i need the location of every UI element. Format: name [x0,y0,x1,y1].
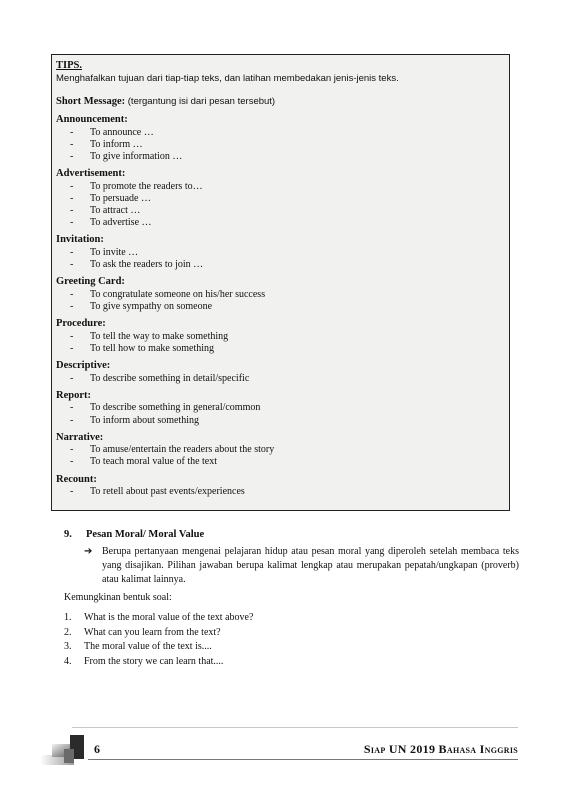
category-item [56,139,503,151]
category-item-text: To invite … [90,246,139,258]
category-item-text: To give sympathy on someone [90,301,213,313]
category-item [56,217,503,229]
category-item-text: To congratulate someone on his/her success [90,288,266,300]
bullet-dash: - [70,444,74,456]
category-item-text: To ask the readers to join … [90,259,204,271]
question-number: 1. [64,612,72,623]
category-item [56,289,503,301]
short-message-note: (tergantung isi dari pesan tersebut) [125,96,276,107]
bullet-dash: - [70,414,74,426]
category-title: Announcement: [56,114,128,125]
category-item-text: To announce … [90,126,154,138]
bullet-dash: - [70,456,74,468]
category-title: Descriptive: [56,360,111,372]
category-item-text: To describe something in detail/specific [90,372,250,384]
section-description: Berupa pertanyaan mengenai pelajaran hidup atau pesan moral yang diperoleh setelah membaca teks yang disajikan. Pilihan jawaban berupa kalimat lengkap atau merupakan pepatah/ungkapan (proverb) atau kalimat lainnya. [102,546,519,586]
category-title: Procedure: [56,318,106,330]
category-list [56,114,503,498]
category-item-text: To tell the way to make something [90,330,229,342]
category-item-text: To give information … [90,150,183,162]
category-item [56,486,503,498]
question-text: The moral value of the text is.... [84,641,212,653]
bullet-dash: - [70,138,74,150]
category-item-text: To amuse/entertain the readers about the story [90,444,275,456]
question-item [64,655,253,670]
category-item [56,181,503,193]
tips-box [51,54,510,511]
bullet-dash: - [70,259,74,271]
section-description-row [84,545,534,588]
bullet-dash: - [70,150,74,162]
question-text: What can you learn from the text? [84,626,221,638]
category-item [56,205,503,217]
category-item [56,247,503,259]
category-item-text: To retell about past events/experiences [90,486,245,498]
category-item-text: To promote the readers to… [90,180,203,192]
short-message [56,95,503,108]
tips-intro: Menghafalkan tujuan dari tiap-tiap teks, dan latihan membedakan jenis-jenis teks. [56,73,399,84]
question-number: 3. [64,641,72,653]
category-block [56,234,503,271]
category-block [56,276,503,313]
bullet-dash: - [70,330,74,342]
category-item [56,259,503,271]
question-item [64,611,253,626]
category-item [56,456,503,468]
bullet-dash: - [70,205,74,217]
category-item [56,331,503,343]
question-number: 2. [64,626,72,638]
category-title: Greeting Card: [56,276,125,288]
section-title: Pesan Moral/ Moral Value [86,529,205,540]
category-item-text: To persuade … [90,192,151,204]
footer-rule [72,727,518,728]
category-block [56,114,503,163]
category-block [56,432,503,469]
bullet-dash: - [70,126,74,138]
bullet-dash: - [70,342,74,354]
tips-title: TIPS. [56,60,82,71]
category-block [56,474,503,499]
book-title: Siap UN 2019 Bahasa Inggris [363,742,518,756]
question-text: From the story we can learn that.... [84,655,224,667]
category-item-text: To teach moral value of the text [90,456,218,468]
bullet-dash: - [70,288,74,300]
category-item-text: To inform … [90,138,143,150]
section-moral-value [64,528,534,588]
bullet-dash: - [70,402,74,414]
category-block [56,360,503,385]
bullet-dash: - [70,372,74,384]
question-item [64,640,253,655]
category-item [56,373,503,385]
question-types-label: Kemungkinan bentuk soal: [64,592,172,603]
category-block [56,318,503,355]
question-item [64,626,253,641]
category-item-text: To advertise … [90,217,152,229]
section-heading [64,528,534,542]
category-title: Advertisement: [56,168,126,180]
arrow-right-icon: ➔ [84,546,93,557]
category-item-text: To describe something in general/common [90,402,261,414]
bullet-dash: - [70,217,74,229]
category-item [56,127,503,139]
question-number: 4. [64,655,72,667]
question-list [64,611,253,669]
category-item [56,151,503,163]
bullet-dash: - [70,192,74,204]
category-item-text: To attract … [90,205,141,217]
category-item [56,301,503,313]
bullet-dash: - [70,180,74,192]
bullet-dash: - [70,301,74,313]
category-title: Recount: [56,473,97,485]
question-text: What is the moral value of the text above? [84,612,254,623]
corner-decoration-icon [40,735,88,765]
category-title: Report: [56,389,91,401]
category-block [56,390,503,427]
category-item [56,193,503,205]
short-message-label: Short Message: [56,96,126,107]
category-item-text: To tell how to make something [90,342,215,354]
bullet-dash: - [70,486,74,498]
footer-line [88,759,518,760]
category-block [56,168,503,229]
category-title: Narrative: [56,431,104,443]
page-number: 6 [94,742,100,756]
category-item [56,444,503,456]
category-title: Invitation: [56,234,104,246]
category-item [56,343,503,355]
section-number: 9. [64,529,72,540]
bullet-dash: - [70,246,74,258]
category-item-text: To inform about something [90,414,200,426]
category-item [56,402,503,414]
category-item [56,415,503,427]
